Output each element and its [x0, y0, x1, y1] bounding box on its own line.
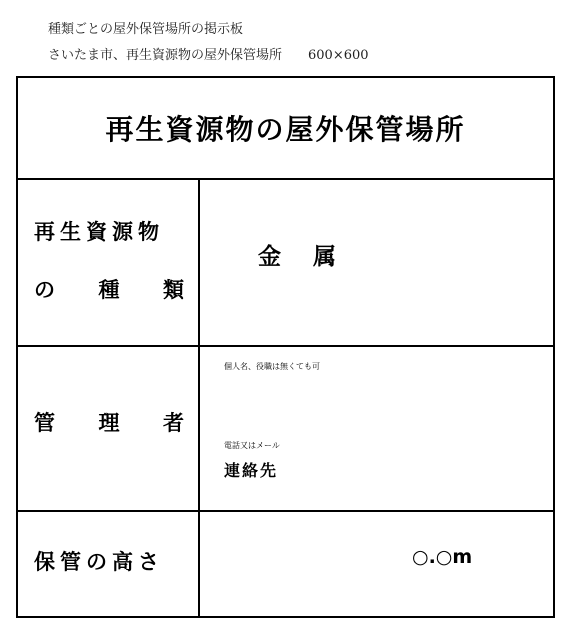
- manager-label: [18, 345, 200, 510]
- caption-subtitle: [48, 44, 369, 63]
- manager-label-text: [34, 407, 184, 437]
- label-char: 管: [34, 411, 55, 435]
- caption-line2: さいたま市、再生資源物の屋外保管場所: [48, 48, 283, 63]
- row-storage-height: [18, 510, 553, 616]
- caption-line1: 種類ごとの屋外保管場所の掲示板: [48, 22, 244, 37]
- sign-title: 再生資源物の屋外保管場所: [18, 78, 553, 180]
- row-manager: [18, 345, 553, 512]
- value-char: 属: [313, 244, 338, 270]
- caption-size: 600×600: [308, 48, 369, 63]
- value-char: 金: [258, 244, 283, 270]
- material-type-value: [258, 238, 338, 271]
- material-type-label-line1: 再生資源物: [34, 220, 164, 244]
- manager-name-note: 個人名、役職は無くても可: [224, 362, 320, 371]
- label-char: 種: [98, 278, 120, 302]
- caption-title: [48, 18, 243, 37]
- storage-height-value: ○.○m: [412, 546, 473, 568]
- storage-height-label: [18, 510, 200, 616]
- label-char: の: [34, 278, 55, 302]
- storage-height-label-text: 保管の高さ: [34, 550, 164, 574]
- row-material-type: [18, 178, 553, 347]
- manager-value-cell: [200, 345, 553, 510]
- material-type-label-line2: [34, 274, 184, 304]
- label-char: 理: [98, 411, 120, 435]
- storage-height-value-cell: [200, 510, 553, 616]
- label-char: 者: [163, 411, 184, 435]
- contact-value: 連絡先: [224, 461, 279, 480]
- label-char: 類: [163, 278, 184, 302]
- signboard: [16, 76, 555, 618]
- material-type-value-cell: [200, 178, 553, 345]
- contact-note: 電話又はメール: [224, 441, 280, 450]
- material-type-label: [18, 178, 200, 345]
